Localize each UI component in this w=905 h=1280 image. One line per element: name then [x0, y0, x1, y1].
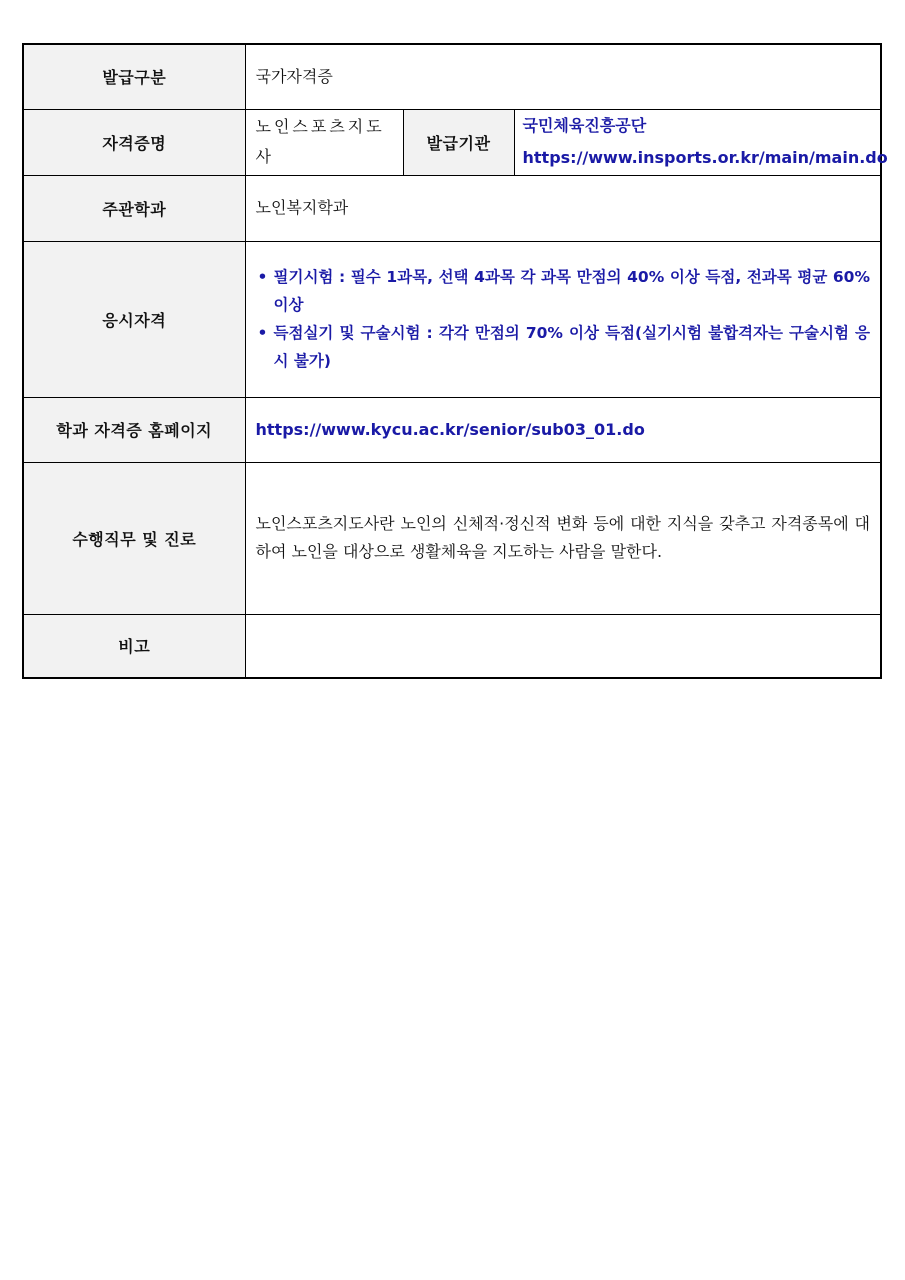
remarks-label: 비고: [23, 614, 245, 678]
homepage-cell: [245, 397, 881, 462]
eligibility-item-text: 득점실기 및 구술시험 : 각각 만점의 70% 이상 득점(실기시험 불합격자는 구술시험 응시 불가): [273, 324, 871, 370]
issuer-cell: [514, 109, 888, 175]
eligibility-item-text: 필기시험 : 필수 1과목, 선택 4과목 각 과목 만점의 40% 이상 득점, 전과목 평균 60% 이상: [273, 268, 871, 314]
issuer-url-link[interactable]: https://www.insports.or.kr/main/main.do: [522, 148, 888, 167]
eligibility-value: [245, 241, 881, 397]
row-issue-type: [23, 44, 881, 109]
eligibility-item: [256, 263, 871, 319]
remarks-value: [245, 614, 881, 678]
cert-name-label: 자격증명: [23, 109, 245, 175]
certificate-info-table: [22, 43, 888, 679]
dept-value: 노인복지학과: [245, 175, 881, 241]
row-duty: [23, 462, 881, 614]
cert-name-value: 노인스포츠지도사: [245, 109, 403, 175]
issuer-name: 국민체육진흥공단: [522, 116, 647, 135]
issue-type-value: 국가자격증: [245, 44, 881, 109]
duty-label: 수행직무 및 진로: [23, 462, 245, 614]
eligibility-item: [256, 319, 871, 375]
homepage-label: 학과 자격증 홈페이지: [23, 397, 245, 462]
eligibility-list: [256, 263, 871, 375]
eligibility-label: 응시자격: [23, 241, 245, 397]
issuer-label: 발급기관: [403, 109, 514, 175]
dept-label: 주관학과: [23, 175, 245, 241]
row-cert-name: [23, 109, 881, 175]
row-remarks: [23, 614, 881, 678]
row-eligibility: [23, 241, 881, 397]
duty-value: 노인스포츠지도사란 노인의 신체적·정신적 변화 등에 대한 지식을 갖추고 자격종목에 대하여 노인을 대상으로 생활체육을 지도하는 사람을 말한다.: [245, 462, 881, 614]
issue-type-label: 발급구분: [23, 44, 245, 109]
row-homepage: [23, 397, 881, 462]
homepage-url-link[interactable]: https://www.kycu.ac.kr/senior/sub03_01.do: [255, 419, 645, 439]
row-dept: [23, 175, 881, 241]
bullet-marker: •: [257, 324, 268, 342]
bullet-marker: •: [257, 268, 268, 286]
